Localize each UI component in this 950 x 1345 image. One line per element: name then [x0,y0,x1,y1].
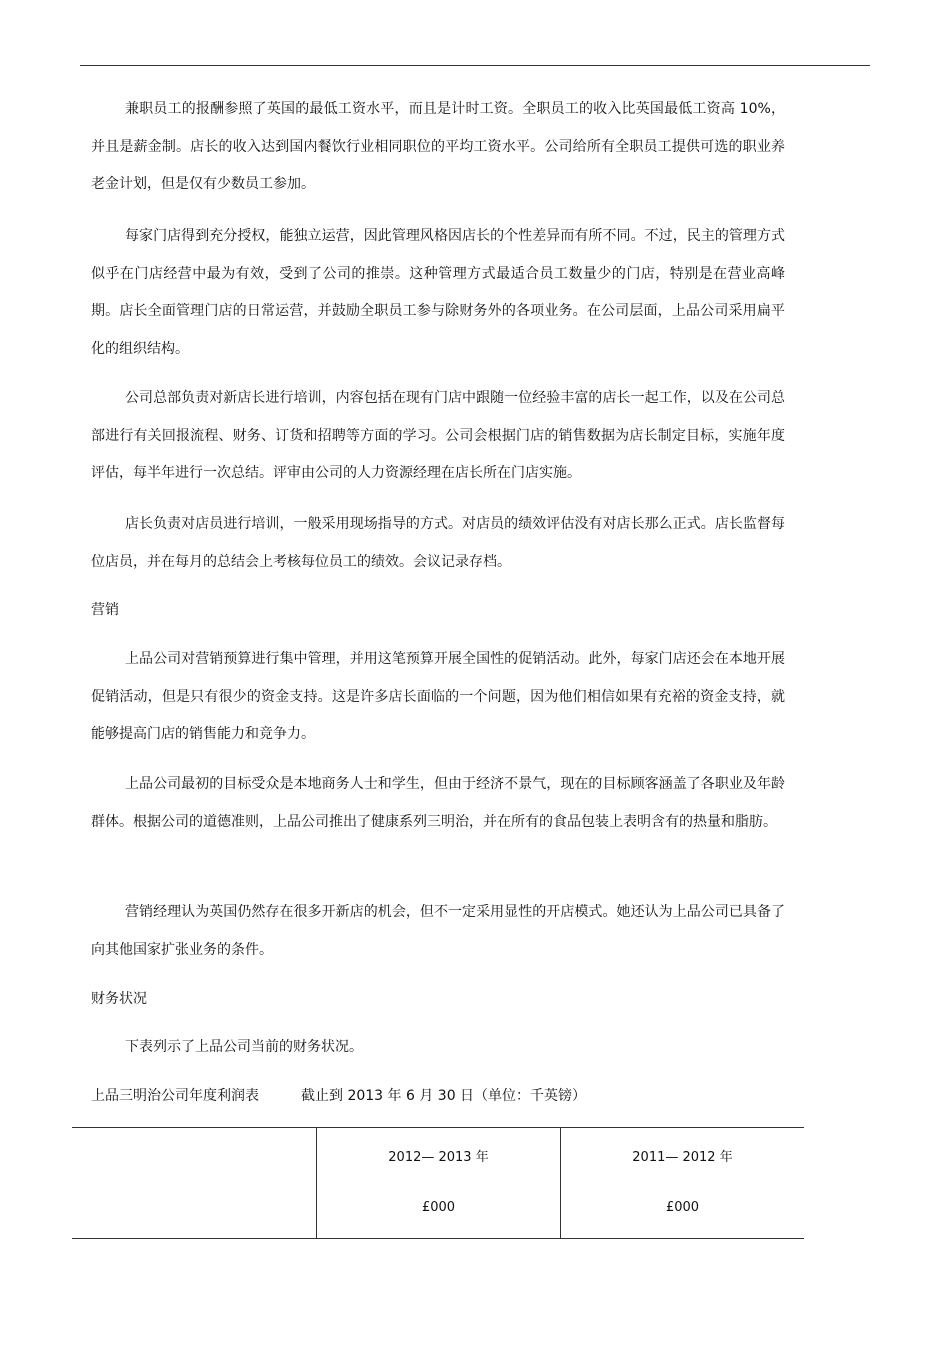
table-column-2013 [317,1128,561,1239]
table-caption [91,1086,586,1106]
paragraph-compensation: 兼职员工的报酬参照了英国的最低工资水平，而且是计时工资。全职员工的收入比英国最低工资高 10%，并且是薪金制。店长的收入达到国内餐饮行业相同职位的平均工资水平。公司给所有全职员工提供可选的职业养老金计划，但是仅有少数员工参加。 [91,101,785,192]
paragraph-management-style: 每家门店得到充分授权，能独立运营，因此管理风格因店长的个性差异而有所不同。不过，民主的管理方式似乎在门店经营中最为有效，受到了公司的推崇。这种管理方式最适合员工数量少的门店，特别是在营业高峰期。店长全面管理门店的日常运营，并鼓励全职员工参与除财务外的各项业务。在公司层面，上品公司采用扁平化的组织结构。 [91,228,785,357]
section-heading-finance: 财务状况 [91,991,147,1007]
table-title: 上品三明治公司年度利润表 [91,1088,259,1104]
column-period: 2012— 2013 年 [388,1150,489,1165]
paragraph-staff-training: 店长负责对店员进行培训，一般采用现场指导的方式。对店员的绩效评估没有对店长那么正式。店长监督每位店员，并在每月的总结会上考核每位员工的绩效。会议记录存档。 [91,516,785,570]
paragraph-expansion: 营销经理认为英国仍然存在很多开新店的机会，但不一定采用显性的开店模式。她还认为上品公司已具备了向其他国家扩张业务的条件。 [91,904,785,958]
table-column-2012 [561,1128,805,1239]
header-rule [80,65,870,66]
column-unit: £000 [665,1200,700,1215]
paragraph-manager-training: 公司总部负责对新店长进行培训，内容包括在现有门店中跟随一位经验丰富的店长一起工作，以及在公司总部进行有关回报流程、财务、订货和招聘等方面的学习。公司会根据门店的销售数据为店长制定目标，实施年度评估，每半年进行一次总结。评审由公司的人力资源经理在店长所在门店实施。 [91,390,785,481]
section-heading-marketing: 营销 [91,602,119,618]
paragraph-finance-intro: 下表列示了上品公司当前的财务状况。 [125,1039,363,1055]
paragraph-target-audience: 上品公司最初的目标受众是本地商务人士和学生，但由于经济不景气，现在的目标顾客涵盖了各职业及年龄群体。根据公司的道德准则，上品公司推出了健康系列三明治，并在所有的食品包装上表明含有的热量和脂肪。 [91,776,785,830]
table-subtitle: 截止到 2013 年 6 月 30 日（单位：千英镑） [301,1088,587,1104]
income-statement-table [72,1127,804,1239]
paragraph-marketing-budget: 上品公司对营销预算进行集中管理，并用这笔预算开展全国性的促销活动。此外，每家门店还会在本地开展促销活动，但是只有很少的资金支持。这是许多店长面临的一个问题，因为他们相信如果有充裕的资金支持，就能够提高门店的销售能力和竞争力。 [91,651,785,742]
column-period: 2011— 2012 年 [632,1150,733,1165]
table-header-row [72,1128,804,1239]
column-unit: £000 [421,1200,456,1215]
table-label-cell [72,1128,317,1239]
